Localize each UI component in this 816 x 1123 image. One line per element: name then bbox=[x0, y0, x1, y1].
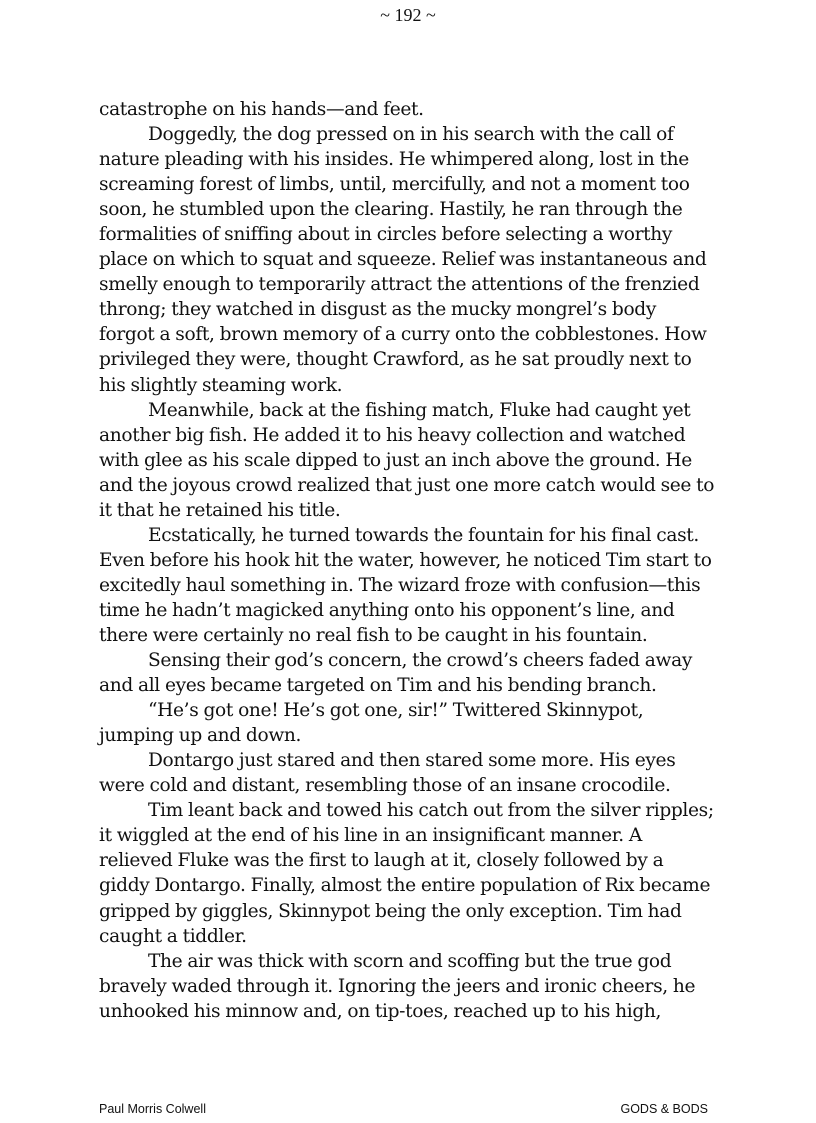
paragraph: Ecstatically, he turned towards the fountain for his final cast. Even before his hook hit the water, however, he noticed Tim start to excitedly haul something in. The wizard froze with confusion—this time he hadn’t magicked anything onto his opponent’s line, and there were certainly no real fish to be caught in his fountain. bbox=[99, 524, 712, 646]
paragraph: Doggedly, the dog pressed on in his search with the call of nature pleading with his insides. He whimpered along, lost in the screaming forest of limbs, until, mercifully, and not a moment too soon, he stumbled upon the clearing. Hastily, he ran through the formalities of sniffing about in circles before selecting a worthy place on which to squat and squeeze. Relief was instantaneous and smelly enough to temporarily attract the attentions of the frenzied throng; they watched in disgust as the mucky mongrel’s body forgot a soft, brown memory of a curry onto the cobblestones. How privileged they were, thought Crawford, as he sat proudly next to his slightly steaming work. bbox=[99, 124, 707, 396]
page-number: ~ 192 ~ bbox=[380, 5, 436, 25]
paragraph: Meanwhile, back at the fishing match, Fluke had caught yet another big fish. He added it to his heavy collection and watched with glee as his scale dipped to just an inch above the ground. He and the joyous crowd realized that just one more catch would see to it that he retained his title. bbox=[99, 399, 715, 521]
paragraph: “He’s got one! He’s got one, sir!” Twittered Skinnypot, jumping up and down. bbox=[99, 700, 644, 747]
paragraph: Tim leant back and towed his catch out from the silver ripples; it wiggled at the end of his line in an insignificant manner. A relieved Fluke was the first to laugh at it, closely followed by a giddy Dontargo. Finally, almost the entire population of Rix became gripped by giggles, Skinnypot being the only exception. Tim had caught a tiddler. bbox=[99, 800, 714, 947]
footer-book-title: GODS & BODS bbox=[620, 1102, 708, 1116]
footer-author: Paul Morris Colwell bbox=[99, 1102, 206, 1116]
body-text bbox=[99, 97, 715, 1024]
paragraph: catastrophe on his hands—and feet. bbox=[99, 99, 424, 120]
paragraph: Sensing their god’s concern, the crowd’s cheers faded away and all eyes became targeted on Tim and his bending branch. bbox=[99, 650, 692, 697]
paragraph: The air was thick with scorn and scoffing but the true god bravely waded through it. Ignoring the jeers and ironic cheers, he unhooked his minnow and, on tip-toes, reached up to his high, bbox=[99, 950, 696, 1022]
paragraph: Dontargo just stared and then stared some more. His eyes were cold and distant, resembling those of an insane crocodile. bbox=[99, 750, 676, 797]
